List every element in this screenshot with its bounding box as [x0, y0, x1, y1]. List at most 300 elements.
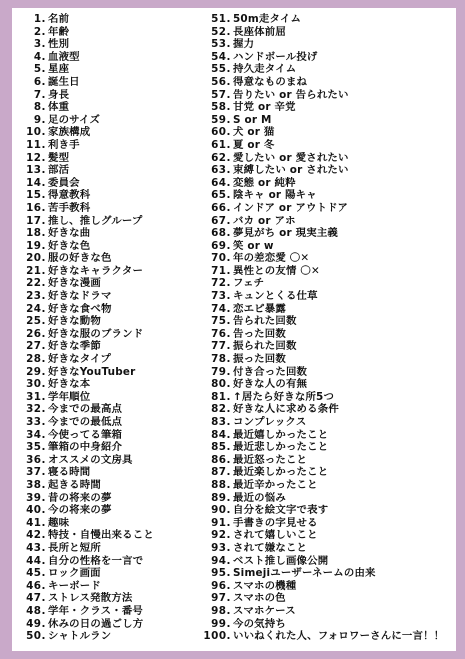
question-number: 57.: [211, 88, 231, 101]
question-number: 78.: [211, 353, 231, 366]
question-label: 付き合った回数: [233, 365, 308, 378]
question-item: [20, 38, 220, 51]
question-label: 今までの最低点: [48, 416, 123, 428]
question-item: [20, 580, 220, 593]
question-item: [201, 429, 453, 442]
question-item: [20, 240, 220, 253]
question-number: 17.: [26, 214, 46, 227]
question-number: 39.: [26, 491, 46, 504]
question-item: [201, 353, 453, 366]
question-item: [201, 252, 453, 265]
question-label: 50m走タイム: [233, 13, 302, 25]
question-label: 握力: [233, 38, 255, 51]
question-label: 好きな曲: [48, 227, 91, 240]
question-number: 18.: [26, 227, 46, 240]
question-number: 35.: [26, 441, 46, 454]
question-number: 55.: [211, 63, 231, 76]
question-label: 血液型: [48, 50, 80, 63]
question-item: [201, 454, 453, 467]
question-number: 52.: [211, 25, 231, 38]
question-item: [20, 555, 220, 568]
question-number: 61.: [211, 138, 231, 151]
question-item: [201, 580, 453, 593]
question-number: 77.: [211, 340, 231, 353]
question-item: [20, 441, 220, 454]
question-label: 好きな人に求める条件: [233, 403, 339, 416]
question-item: [201, 126, 453, 139]
question-label: 夢見がち or 現実主義: [233, 227, 339, 240]
question-item: [20, 63, 220, 76]
question-number: 51.: [211, 13, 231, 25]
question-number: 82.: [211, 403, 231, 416]
question-number: 13.: [26, 164, 46, 177]
question-item: [201, 403, 453, 416]
question-number: 4.: [33, 50, 46, 63]
question-item: [201, 618, 453, 631]
question-number: 49.: [26, 617, 46, 630]
question-list-left: [20, 13, 220, 643]
question-item: [20, 13, 220, 26]
question-number: 29.: [26, 365, 46, 378]
question-item: [20, 429, 220, 442]
question-label: 誕生日: [48, 75, 80, 88]
question-label: 好きな色: [48, 239, 91, 252]
question-label: 年齢: [48, 25, 70, 38]
question-number: 67.: [211, 214, 231, 227]
question-item: [20, 618, 220, 631]
question-number: 63.: [211, 164, 231, 177]
question-label: 家族構成: [48, 126, 91, 139]
question-label: 好きなYouTuber: [48, 365, 136, 378]
question-item: [20, 567, 220, 580]
question-list-right: [201, 13, 453, 643]
question-number: 47.: [26, 592, 46, 605]
question-item: [201, 555, 453, 568]
question-label: 陰キャ or 陽キャ: [233, 189, 317, 202]
question-number: 45.: [26, 567, 46, 580]
question-label: 甘党 or 辛党: [233, 101, 296, 114]
question-item: [20, 164, 220, 177]
question-number: 41.: [26, 516, 46, 529]
question-item: [20, 152, 220, 165]
question-label: 束縛したい or されたい: [233, 164, 349, 177]
question-item: [20, 315, 220, 328]
question-number: 3.: [33, 38, 46, 51]
question-label: 手書きの字見せる: [233, 516, 318, 529]
question-item: [20, 517, 220, 530]
question-item: [201, 277, 453, 290]
question-label: 恋エピ暴露: [233, 302, 286, 315]
question-item: [20, 114, 220, 127]
question-label: 好きな服のブランド: [48, 327, 144, 340]
question-label: されて嫌なこと: [233, 541, 308, 554]
question-number: 21.: [26, 264, 46, 277]
question-item: [201, 63, 453, 76]
question-item: [201, 114, 453, 127]
question-item: [20, 290, 220, 303]
question-item: [20, 340, 220, 353]
question-label: 学年・クラス・番号: [48, 604, 144, 617]
question-item: [20, 177, 220, 190]
question-label: 服の好きな色: [48, 252, 112, 265]
question-label: 告られた回数: [233, 315, 297, 328]
question-label: 振られた回数: [233, 340, 297, 353]
question-number: 30.: [26, 378, 46, 391]
question-number: 92.: [211, 529, 231, 542]
question-number: 36.: [26, 453, 46, 466]
question-item: [201, 391, 453, 404]
question-number: 84.: [211, 428, 231, 441]
question-label: キュンとくる仕草: [233, 290, 318, 303]
question-item: [201, 139, 453, 152]
question-item: [201, 378, 453, 391]
question-label: 今の気持ち: [233, 617, 286, 630]
question-label: 夏 or 冬: [233, 138, 275, 151]
question-label: 好きなキャラクター: [48, 264, 144, 277]
question-number: 68.: [211, 227, 231, 240]
question-label: 好きなタイプ: [48, 353, 112, 366]
question-item: [20, 391, 220, 404]
question-number: 89.: [211, 491, 231, 504]
question-number: 90.: [211, 504, 231, 517]
question-label: ストレス発散方法: [48, 592, 133, 605]
question-label: スマホの機種: [233, 579, 297, 592]
question-item: [20, 366, 220, 379]
question-item: [201, 366, 453, 379]
question-number: 24.: [26, 302, 46, 315]
question-item: [20, 76, 220, 89]
question-number: 11.: [26, 138, 46, 151]
question-label: 身長: [48, 88, 70, 101]
question-number: 85.: [211, 441, 231, 454]
question-label: 好きなドラマ: [48, 290, 112, 303]
question-item: [201, 529, 453, 542]
question-number: 97.: [211, 592, 231, 605]
question-label: ベスト推し画像公開: [233, 554, 329, 567]
question-number: 10.: [26, 126, 46, 139]
question-label: Simejiユーザーネームの由来: [233, 567, 376, 580]
question-item: [20, 328, 220, 341]
question-label: 苦手教科: [48, 201, 91, 214]
question-label: 得意教科: [48, 189, 91, 202]
question-number: 9.: [33, 113, 46, 126]
question-label: 振った回数: [233, 353, 286, 366]
question-number: 15.: [26, 189, 46, 202]
question-label: 好きな漫画: [48, 277, 101, 290]
question-number: 70.: [211, 252, 231, 265]
question-label: ハンドボール投げ: [233, 50, 318, 63]
question-item: [20, 227, 220, 240]
question-item: [20, 89, 220, 102]
question-item: [20, 126, 220, 139]
question-item: [201, 466, 453, 479]
question-label: キーボード: [48, 579, 101, 592]
question-number: 54.: [211, 50, 231, 63]
question-label: 年の差恋愛 〇✕: [233, 252, 310, 265]
question-number: 64.: [211, 176, 231, 189]
question-number: 1.: [33, 13, 46, 25]
question-label: 今までの最高点: [48, 403, 123, 416]
question-label: シャトルラン: [48, 630, 112, 643]
question-label: 異性との友情 〇✕: [233, 264, 320, 277]
question-label: ↑居たら好きな所5つ: [233, 390, 335, 403]
question-item: [201, 76, 453, 89]
question-item: [201, 340, 453, 353]
question-number: 2.: [33, 25, 46, 38]
question-number: 94.: [211, 554, 231, 567]
question-number: 80.: [211, 378, 231, 391]
question-number: 79.: [211, 365, 231, 378]
question-item: [201, 202, 453, 215]
question-item: [201, 492, 453, 505]
question-number: 75.: [211, 315, 231, 328]
question-number: 48.: [26, 604, 46, 617]
question-number: 58.: [211, 101, 231, 114]
question-number: 60.: [211, 126, 231, 139]
question-label: 委員会: [48, 176, 80, 189]
question-number: 59.: [211, 113, 231, 126]
question-number: 50.: [26, 630, 46, 643]
question-label: 部活: [48, 164, 70, 177]
question-label: 今使ってる筆箱: [48, 428, 123, 441]
question-number: 87.: [211, 466, 231, 479]
question-item: [20, 479, 220, 492]
question-number: 95.: [211, 567, 231, 580]
question-label: 休みの日の過ごし方: [48, 617, 144, 630]
question-number: 66.: [211, 201, 231, 214]
question-number: 22.: [26, 277, 46, 290]
question-number: 86.: [211, 453, 231, 466]
question-number: 93.: [211, 541, 231, 554]
question-number: 14.: [26, 176, 46, 189]
question-label: 星座: [48, 63, 70, 76]
question-number: 26.: [26, 327, 46, 340]
question-item: [201, 177, 453, 190]
question-item: [201, 51, 453, 64]
question-label: 趣味: [48, 516, 70, 529]
question-number: 12.: [26, 151, 46, 164]
question-item: [201, 101, 453, 114]
question-label: 最近の悩み: [233, 491, 286, 504]
question-number: 100.: [203, 630, 231, 643]
question-item: [20, 454, 220, 467]
question-label: 好きな本: [48, 378, 91, 391]
question-number: 71.: [211, 264, 231, 277]
question-item: [20, 277, 220, 290]
question-label: 足のサイズ: [48, 113, 101, 126]
question-item: [20, 101, 220, 114]
question-item: [201, 542, 453, 555]
question-number: 91.: [211, 516, 231, 529]
question-item: [20, 605, 220, 618]
question-item: [201, 38, 453, 51]
question-number: 42.: [26, 529, 46, 542]
question-number: 72.: [211, 277, 231, 290]
question-label: 推し、推しグループ: [48, 214, 143, 227]
question-number: 16.: [26, 201, 46, 214]
question-label: 筆箱の中身紹介: [48, 441, 123, 454]
question-label: 自分を絵文字で表す: [233, 504, 329, 517]
question-number: 40.: [26, 504, 46, 517]
question-label: 起きる時間: [48, 478, 101, 491]
question-item: [20, 592, 220, 605]
question-label: 長所と短所: [48, 541, 101, 554]
question-item: [201, 240, 453, 253]
question-label: フェチ: [233, 277, 265, 290]
question-label: 好きな季節: [48, 340, 101, 353]
question-item: [201, 26, 453, 39]
question-item: [20, 353, 220, 366]
question-item: [201, 227, 453, 240]
question-label: バカ or アホ: [233, 214, 296, 227]
question-label: 最近怒ったこと: [233, 453, 308, 466]
question-item: [201, 328, 453, 341]
question-item: [201, 315, 453, 328]
question-label: 昔の将来の夢: [48, 491, 112, 504]
question-sheet: [12, 8, 456, 651]
question-label: 得意なものまね: [233, 75, 308, 88]
question-item: [201, 416, 453, 429]
question-number: 6.: [33, 75, 46, 88]
question-label: 利き手: [48, 138, 80, 151]
question-item: [201, 215, 453, 228]
question-item: [201, 441, 453, 454]
question-label: 髪型: [48, 151, 70, 164]
question-number: 74.: [211, 302, 231, 315]
question-item: [201, 189, 453, 202]
question-label: 長座体前屈: [233, 25, 286, 38]
question-number: 5.: [33, 63, 46, 76]
question-number: 27.: [26, 340, 46, 353]
question-item: [201, 290, 453, 303]
question-item: [20, 265, 220, 278]
question-item: [20, 189, 220, 202]
question-label: 自分の性格を一言で: [48, 554, 144, 567]
question-label: 好きな動物: [48, 315, 101, 328]
question-number: 8.: [33, 101, 46, 114]
question-item: [20, 492, 220, 505]
question-item: [201, 592, 453, 605]
question-label: コンプレックス: [233, 416, 307, 428]
question-label: 最近楽しかったこと: [233, 466, 329, 479]
question-label: 好きな食べ物: [48, 302, 112, 315]
question-number: 34.: [26, 428, 46, 441]
question-number: 99.: [211, 617, 231, 630]
question-number: 76.: [211, 327, 231, 340]
question-label: 最近辛かったこと: [233, 478, 318, 491]
question-label: スマホケース: [233, 604, 296, 617]
question-label: インドア or アウトドア: [233, 201, 348, 214]
question-number: 44.: [26, 554, 46, 567]
question-number: 31.: [26, 390, 46, 403]
question-item: [20, 252, 220, 265]
question-label: 最近悲しかったこと: [233, 441, 329, 454]
question-label: スマホの色: [233, 592, 286, 605]
question-number: 62.: [211, 151, 231, 164]
question-item: [201, 13, 453, 26]
question-label: 寝る時間: [48, 466, 91, 479]
question-number: 7.: [33, 88, 46, 101]
question-number: 33.: [26, 416, 46, 428]
question-number: 28.: [26, 353, 46, 366]
question-label: 笑 or w: [233, 239, 274, 252]
question-item: [201, 265, 453, 278]
question-item: [201, 504, 453, 517]
question-item: [20, 26, 220, 39]
question-item: [20, 542, 220, 555]
question-label: 特技・自慢出来ること: [48, 529, 154, 542]
question-item: [20, 215, 220, 228]
question-number: 69.: [211, 239, 231, 252]
question-number: 37.: [26, 466, 46, 479]
question-item: [20, 378, 220, 391]
question-item: [201, 303, 453, 316]
question-number: 96.: [211, 579, 231, 592]
question-number: 88.: [211, 478, 231, 491]
question-number: 23.: [26, 290, 46, 303]
question-item: [20, 403, 220, 416]
question-number: 73.: [211, 290, 231, 303]
question-number: 38.: [26, 478, 46, 491]
question-item: [201, 630, 453, 643]
question-number: 83.: [211, 416, 231, 428]
question-number: 20.: [26, 252, 46, 265]
question-item: [201, 567, 453, 580]
question-item: [20, 529, 220, 542]
question-number: 53.: [211, 38, 231, 51]
question-label: 最近嬉しかったこと: [233, 428, 329, 441]
question-label: 変態 or 純粋: [233, 176, 296, 189]
question-item: [20, 504, 220, 517]
question-label: 犬 or 猫: [233, 126, 275, 139]
question-number: 56.: [211, 75, 231, 88]
question-label: ロック画面: [48, 567, 101, 580]
question-label: 愛したい or 愛されたい: [233, 151, 349, 164]
question-number: 19.: [26, 239, 46, 252]
question-item: [201, 89, 453, 102]
question-number: 46.: [26, 579, 46, 592]
question-number: 65.: [211, 189, 231, 202]
question-label: 性別: [48, 38, 70, 51]
question-label: 持久走タイム: [233, 63, 297, 76]
question-item: [20, 466, 220, 479]
question-item: [201, 164, 453, 177]
question-item: [20, 202, 220, 215]
question-label: 名前: [48, 13, 70, 25]
question-label: 好きな人の有無: [233, 378, 308, 391]
question-number: 25.: [26, 315, 46, 328]
question-label: 告った回数: [233, 327, 286, 340]
question-number: 98.: [211, 604, 231, 617]
question-item: [201, 517, 453, 530]
question-label: S or M: [233, 113, 272, 126]
question-number: 81.: [211, 390, 231, 403]
question-item: [201, 152, 453, 165]
question-label: 告りたい or 告られたい: [233, 88, 349, 101]
question-label: 体重: [48, 101, 70, 114]
question-item: [20, 51, 220, 64]
question-label: いいねくれた人、フォロワーさんに一言！！: [233, 630, 445, 643]
question-item: [20, 139, 220, 152]
question-label: オススメの文房具: [48, 453, 133, 466]
question-label: されて嬉しいこと: [233, 529, 318, 542]
question-item: [201, 479, 453, 492]
question-number: 32.: [26, 403, 46, 416]
question-item: [20, 416, 220, 429]
question-number: 43.: [26, 541, 46, 554]
question-item: [20, 303, 220, 316]
question-item: [201, 605, 453, 618]
